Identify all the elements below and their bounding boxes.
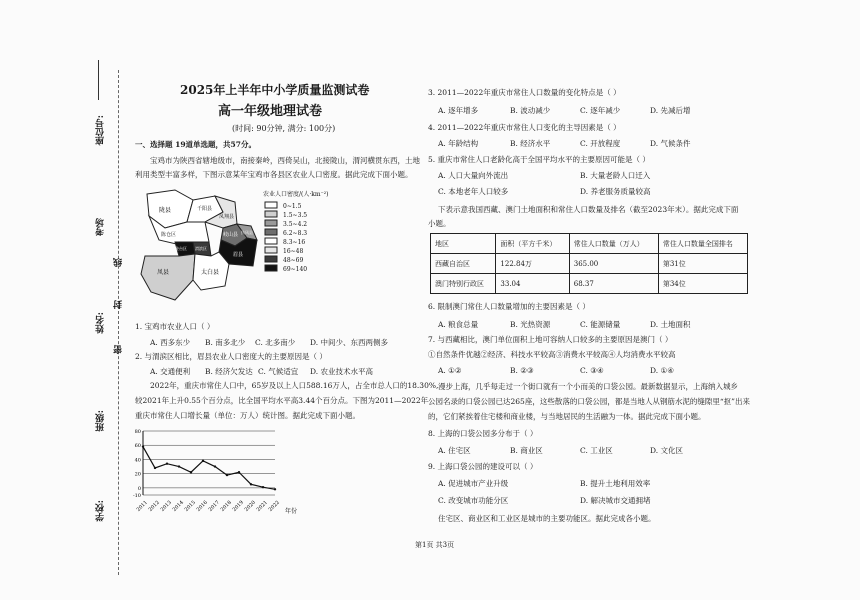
table-intro-2: 小题。: [428, 219, 451, 228]
table-header-cell: 地区: [431, 234, 496, 254]
q5-option-c: C. 本地老年人口较多: [438, 187, 509, 196]
passage-chongqing-2: 较2021年上升0.55个百分点，比全国平均水平高3.44个百分点。下图为2011—2022年: [135, 396, 429, 405]
q5-option-b: B. 大量老龄人口迁入: [580, 171, 651, 180]
chart-xtick-label: 2022: [267, 499, 281, 513]
q7-option-d: D. ①④: [650, 366, 674, 375]
chart-ytick-label: -10: [132, 493, 141, 499]
q3-stem: 3. 2011—2022年重庆市常住人口数量的变化特点是（ ）: [428, 88, 621, 97]
legend-swatch: [265, 211, 277, 217]
q7-option-b: B. ②③: [510, 366, 534, 375]
seat-label: 座位号:: [96, 115, 106, 146]
chart-xtick-label: 2014: [171, 499, 185, 513]
legend-items: [265, 202, 307, 273]
q4-option-a: A. 年龄结构: [438, 139, 479, 148]
q2-option-c: C. 气候适宜: [258, 367, 299, 376]
q6-option-a: A. 粮食总量: [438, 320, 479, 329]
q3-option-d: D. 先减后增: [650, 106, 691, 115]
q8-stem: 8. 上海的口袋公园多分布于（ ）: [428, 429, 538, 438]
county-label-chencang: 陈仓区: [161, 232, 177, 238]
legend-swatch: [265, 202, 277, 208]
q4-option-c: C. 开放程度: [580, 139, 621, 148]
legend-swatch: [265, 247, 277, 253]
legend-swatch: [265, 238, 277, 244]
q1-option-c: C. 北多南少: [255, 338, 296, 347]
county-label-fengxiang: 凤翔县: [219, 214, 235, 220]
table-cell: 68.37: [569, 274, 658, 294]
q4-option-b: B. 经济水平: [510, 139, 551, 148]
legend-swatch: [265, 229, 277, 235]
q5-option-d: D. 养老服务质量较高: [580, 187, 651, 196]
q3-option-a: A. 逐年增多: [438, 106, 479, 115]
chart-xtick-label: 2012: [147, 499, 161, 513]
passage-shanghai-1: 漫步上海，几乎每走过一个街口就有一个小而美的口袋公园。最新数据显示，上海纳入城乡: [438, 382, 738, 391]
legend-label: 1.5~3.5: [283, 212, 308, 219]
table-cell: 33.04: [496, 274, 569, 294]
chart-point: [274, 488, 276, 490]
passage-shanghai-2: 公园名录的口袋公园已达265座，这些散落的口袋公园，都是当地人从钢筋水泥的缝隙里“抠”出来: [428, 397, 750, 406]
q8-option-a: A. 住宅区: [438, 446, 471, 455]
table-cell: 365.00: [569, 254, 658, 274]
chart-point: [142, 445, 144, 447]
final-instruction: 住宅区、商业区和工业区是城市的主要功能区。据此完成各小题。: [438, 514, 656, 523]
q7-statements: ①自然条件优越②经济、科技水平较高③消费水平较高④人均消费水平较高: [428, 350, 676, 359]
q9-option-a: A. 促进城市产业升级: [438, 479, 509, 488]
chart-ytick-label: 20: [134, 471, 141, 478]
exam-subtitle: 高一年级地理试卷: [218, 104, 323, 119]
county-label-weibin: 渭滨区: [195, 246, 207, 251]
chart-point: [166, 463, 168, 465]
q4-stem: 4. 2011—2022年重庆市常住人口变化的主导因素是（ ）: [428, 123, 621, 132]
passage-shanghai-3: 的，它们紧挨着住宅楼和商业楼，与当地居民的生活融为一体。据此完成下面小题。: [428, 412, 706, 421]
q4-option-d: D. 气候条件: [650, 139, 691, 148]
passage-chongqing-3: 重庆市常住人口增长量（单位：万人）统计图。据此完成下面小题。: [135, 411, 360, 420]
seat-underline: [98, 60, 99, 100]
q1-stem: 1. 宝鸡市农业人口（ ）: [135, 322, 215, 331]
q2-stem: 2. 与渭滨区相比，眉县农业人口密度大的主要原因是（ ）: [135, 352, 327, 361]
chart-xtick-label: 2013: [159, 499, 173, 513]
q8-option-d: D. 文化区: [650, 446, 684, 455]
dense-mark: 密: [114, 345, 124, 354]
chart-point: [202, 460, 204, 462]
chart-xtick-label: 2016: [195, 499, 209, 513]
table-cell: 西藏自治区: [431, 254, 496, 274]
chart-point: [226, 474, 228, 476]
exam-title: 2025年上半年中小学质量监测试卷: [180, 83, 370, 97]
county-label-longxian: 陇县: [159, 207, 172, 214]
q8-option-b: B. 商业区: [510, 446, 543, 455]
q1-option-a: A. 西多东少: [150, 338, 191, 347]
chart-ytick-label: 80: [134, 429, 141, 435]
name-label: 姓名:: [96, 312, 106, 334]
population-growth-chart: [125, 425, 305, 515]
chart-point: [238, 471, 240, 473]
county-label-qianyang: 千阳县: [197, 206, 213, 212]
chart-xtick-label: 2021: [255, 499, 269, 513]
table-cell: 第34位: [658, 274, 747, 294]
legend-label: 8.3~16: [283, 239, 306, 246]
table-header-cell: 常住人口数量全国排名: [658, 234, 747, 254]
table-cell: 第31位: [658, 254, 747, 274]
county-label-fufeng: 扶风县: [241, 230, 253, 235]
county-label-qishan: 岐山县: [223, 232, 239, 238]
q6-option-d: D. 土地面积: [650, 320, 691, 329]
class-label: 班级:: [96, 410, 106, 432]
chart-point: [262, 486, 264, 488]
county-label-meixian: 眉县: [233, 252, 244, 258]
section-heading: 一、选择题 19道单选题，共57分。: [135, 140, 256, 149]
chart-xtick-label: 2017: [207, 499, 221, 513]
chart-xtick-label: 2018: [219, 499, 233, 513]
legend-swatch: [265, 256, 277, 262]
chart-xtick-label: 2019: [231, 499, 245, 513]
chart-point: [178, 465, 180, 467]
q5-stem: 5. 重庆市常住人口老龄化高于全国平均水平的主要原因可能是（ ）: [428, 155, 650, 164]
q7-stem: 7. 与西藏相比，澳门单位面积上地可容纳人口较多的主要原因是澳门（ ）: [428, 335, 673, 344]
table-header-row: [431, 234, 748, 254]
chart-ytick-label: 40: [134, 457, 141, 464]
q3-option-c: C. 逐年减少: [580, 106, 621, 115]
legend-label: 16~48: [283, 248, 304, 255]
map-region-fengxian: [141, 254, 195, 300]
q2-option-d: D. 农业技术水平高: [310, 367, 374, 376]
region-population-table: [430, 233, 748, 294]
q7-option-a: A. ①②: [438, 366, 462, 375]
legend-swatch: [265, 265, 277, 271]
q5-option-a: A. 人口大量向外流出: [438, 171, 509, 180]
chart-ytick-label: 0: [137, 485, 141, 492]
q9-stem: 9. 上海口袋公园的建设可以（ ）: [428, 462, 538, 471]
passage-chongqing-1: 2022年，重庆市常住人口中，65岁及以上人口588.16万人，占全市总人口的18.30%,: [150, 381, 439, 390]
intro-line-1: 宝鸡市为陕西省辖地级市，南接秦岭，西倚吴山，北接陇山，渭河横贯东西，土地: [150, 156, 420, 165]
legend-title: 农业人口密度/(人·km⁻²): [263, 191, 329, 198]
legend-label: 0~1.5: [283, 203, 302, 210]
baoji-density-map: [135, 182, 425, 317]
chart-xtick-label: 2020: [243, 499, 257, 513]
chart-xtick-label: 2011: [135, 499, 149, 513]
q9-option-c: C. 改变城市功能分区: [438, 496, 509, 505]
q1-option-d: D. 中间少、东西两侧多: [310, 338, 389, 347]
chart-xlabel: 年份: [285, 508, 298, 515]
exam-info: (时间: 90分钟, 满分: 100分): [232, 124, 336, 133]
chart-point: [214, 465, 216, 467]
intro-line-2: 利用类型丰富多样，下图示意某年宝鸡市各县区农业人口密度。据此完成下面小题。: [135, 170, 413, 179]
legend-label: 69~140: [283, 266, 308, 273]
q1-option-b: B. 南多北少: [205, 338, 246, 347]
page-number: 第1页 共3页: [415, 541, 455, 549]
q9-option-b: B. 提升土地利用效率: [580, 479, 651, 488]
q7-option-c: C. ③④: [580, 366, 604, 375]
chart-ytick-label: 60: [134, 443, 141, 450]
legend-label: 6.2~8.3: [283, 230, 308, 237]
exam-room-label: 考场: [96, 218, 106, 236]
q6-stem: 6. 限制澳门常住人口数量增加的主要因素是（ ）: [428, 302, 590, 311]
legend-label: 48~69: [283, 257, 304, 264]
q8-option-c: C. 工业区: [580, 446, 613, 455]
county-label-fengxian: 凤县: [157, 269, 170, 276]
q2-option-a: A. 交通便利: [150, 367, 191, 376]
chart-point: [154, 467, 156, 469]
legend-swatch: [265, 220, 277, 226]
school-label: 学校:: [96, 500, 106, 522]
table-row: [431, 254, 748, 274]
table-cell: 澳门特别行政区: [431, 274, 496, 294]
county-label-taibai: 太白县: [201, 269, 220, 276]
chart-series-line: [143, 447, 275, 490]
q2-option-b: B. 经济欠发达: [205, 367, 253, 376]
chart-xtick-label: 2015: [183, 499, 197, 513]
table-header-cell: 常住人口数量（万人）: [569, 234, 658, 254]
chart-point: [190, 471, 192, 473]
seal-mark: 封: [114, 300, 124, 309]
table-cell: 122.84万: [496, 254, 569, 274]
table-row: [431, 274, 748, 294]
county-label-jintai: 金台区: [175, 246, 187, 251]
q9-option-d: D. 解决城市交通拥堵: [580, 496, 651, 505]
binding-dashed-line: [118, 70, 119, 575]
q6-option-b: B. 光热资源: [510, 320, 551, 329]
table-intro-1: 下表示意我国西藏、澳门土地面积和常住人口数量及排名（截至2023年末）。据此完成下面: [438, 205, 739, 214]
table-header-cell: 面积（平方千米）: [496, 234, 569, 254]
q3-option-b: B. 波动减少: [510, 106, 551, 115]
q6-option-c: C. 能源储量: [580, 320, 621, 329]
chart-point: [250, 483, 252, 485]
legend-label: 3.5~4.2: [283, 221, 308, 228]
line-mark: 线: [114, 258, 124, 267]
